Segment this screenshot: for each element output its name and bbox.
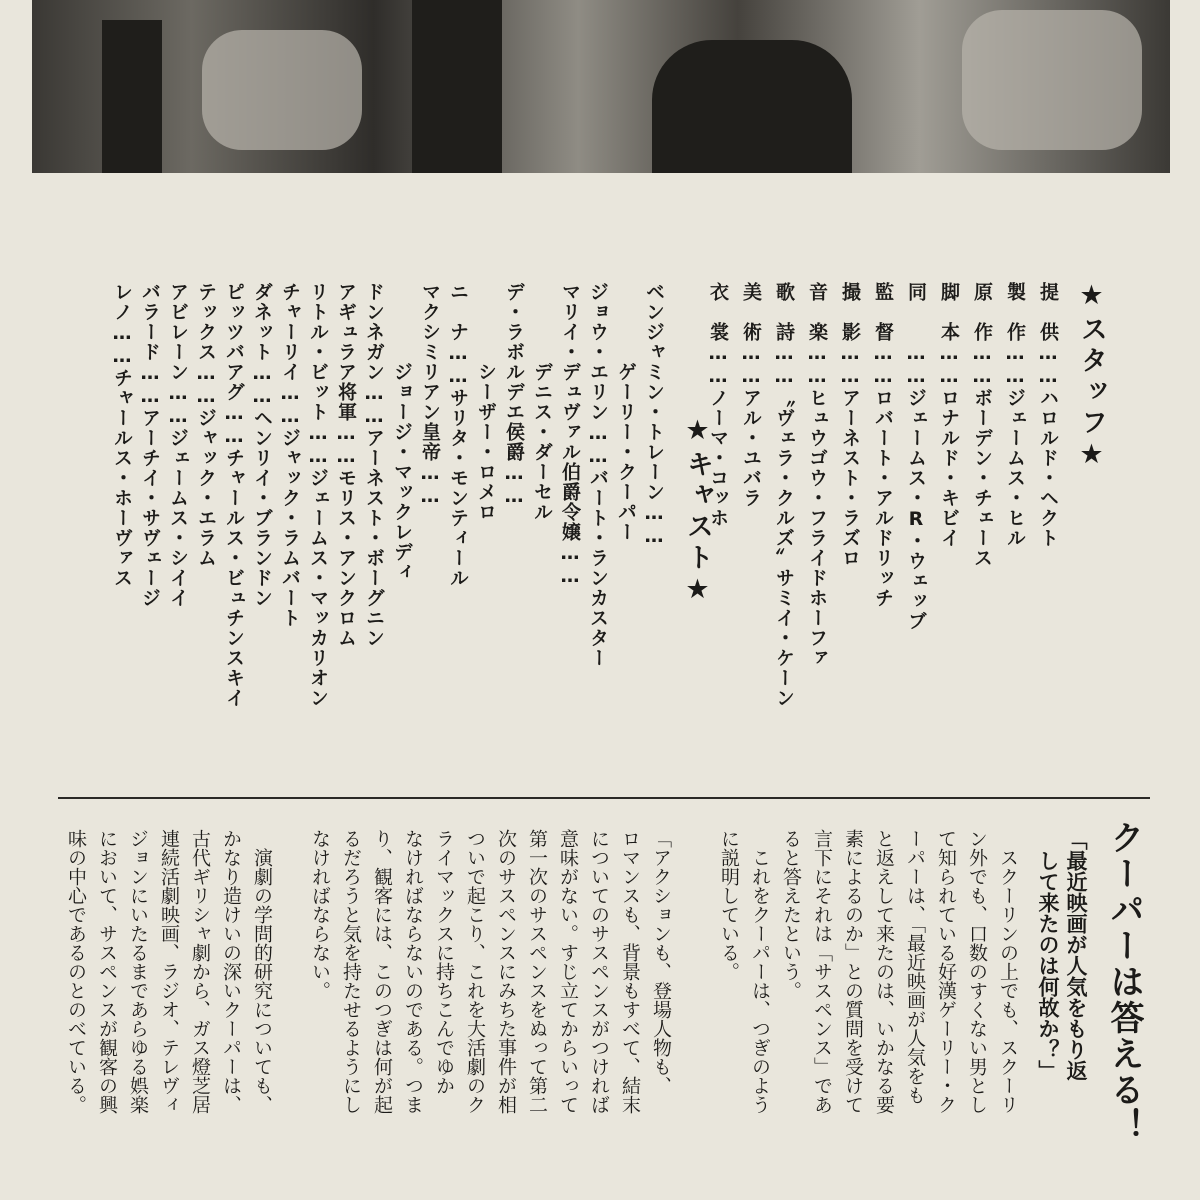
cast-line: ジョージ・マックレディ — [391, 282, 413, 582]
interview-line: ジョンにいたるまであらゆる娯楽 — [127, 829, 149, 1114]
staff-line: 衣 裳……ノーマ・コッホ — [707, 282, 729, 528]
interview-line: ると答えたという。 — [780, 829, 802, 1000]
cast-line: ピッツバアグ……チャールス・ビュチンスキイ — [223, 282, 245, 708]
staff-line: 美 術……アル・ユバラ — [740, 282, 762, 508]
cast-line: リトル・ビット……ジェームス・マッカリオン — [307, 282, 329, 708]
interview-line: て知られている好漢ゲーリー・ク — [935, 829, 957, 1114]
interview-subheading: して来たのは何故か？」 — [1036, 829, 1060, 1081]
interview-line: において、サスペンスが観客の興 — [96, 829, 118, 1114]
interview-line: ライマックスに持ちこんでゆか — [433, 829, 455, 1095]
interview-line: 意味がない。すじ立てからいって — [557, 829, 579, 1114]
interview-line: についてのサスペンスがつければ — [588, 829, 610, 1114]
interview-line: なければならないのである。つま — [402, 829, 424, 1114]
interview-line: 古代ギリシャ劇から、ガス燈芝居 — [189, 829, 211, 1114]
interview-line: かなり造けいの深いクーパーは、 — [220, 829, 242, 1114]
cast-line: ベンジャミン・トレーン…… — [643, 282, 665, 548]
interview-line: ン外でも、口数のすくない男とし — [966, 829, 988, 1114]
interview-line: これをクーパーは、つぎのよう — [749, 829, 771, 1114]
cast-line: デニス・ダーセル — [531, 282, 553, 522]
staff-line: 撮 影……アーネスト・ラズロ — [839, 282, 861, 568]
cast-line: ドンネガン……アーネスト・ボーグニン — [363, 282, 385, 648]
cast-line: マリイ・デュヴァル伯爵令嬢…… — [559, 282, 581, 588]
cast-line: アビレーン……ジェームス・シイイ — [167, 282, 189, 608]
cast-line: デ・ラボルデエ侯爵…… — [503, 282, 525, 508]
interview-line: ロマンスも、背景もすべて、結末 — [619, 829, 641, 1114]
interview-heading: クーパーは答える！ — [1104, 820, 1144, 1144]
interview-line: 連続活劇映画、ラジオ、テレヴィ — [158, 829, 180, 1114]
interview-line: と返えして来たのは、いかなる要 — [873, 829, 895, 1114]
interview-line: ーパーは、「最近映画が人気をも — [904, 829, 926, 1105]
interview-line: 「アクションも、登場人物も、 — [650, 829, 672, 1095]
staff-heading: ★スタッフ★ — [1076, 280, 1107, 474]
cast-line: レノ……チャールス・ホーヴァス — [111, 282, 133, 588]
cast-line: チャーリイ……ジャック・ラムバート — [279, 282, 301, 628]
cast-heading: ★キャスト★ — [682, 415, 713, 609]
cast-line: ダネット……ヘンリイ・ブランドン — [251, 282, 273, 608]
cast-line: シーザー・ロメロ — [475, 282, 497, 522]
staff-line: 歌 詩……〝ヴェラ・クルズ〟サミイ・ケーン — [773, 282, 795, 708]
staff-line: 脚 本……ロナルド・キビイ — [938, 282, 960, 548]
staff-line: 提 供……ハロルド・ヘクト — [1037, 282, 1059, 548]
cast-line: アギュラア将軍……モリス・アンクロム — [335, 282, 357, 648]
interview-line: るだろうと気を持たせるようにし — [340, 829, 362, 1114]
interview-line: 演劇の学問的研究についても、 — [251, 829, 273, 1114]
interview-line: 素によるのか」との質問を受けて — [842, 829, 864, 1114]
section-divider — [58, 797, 1150, 799]
cast-line: ゲーリー・クーパー — [615, 282, 637, 542]
staff-line: 音 楽……ヒュウゴウ・フライドホーファ — [806, 282, 828, 668]
interview-line: 言下にそれは「サスペンス」であ — [811, 829, 833, 1114]
interview-subheading: 「最近映画が人気をもり返 — [1064, 829, 1088, 1081]
interview-line: 味の中心であるのとのべている。 — [65, 829, 87, 1114]
staff-line: 製 作……ジェームス・ヒル — [1004, 282, 1026, 548]
cast-line: ニ ナ……サリタ・モンティール — [447, 282, 469, 588]
interview-line: ついで起こり、これを大活劇のク — [464, 829, 486, 1114]
interview-line: 次のサスペンスにみちた事件が相 — [495, 829, 517, 1114]
staff-line: 同 ……ジェームス・R・ウェッブ — [905, 282, 927, 631]
cast-line: バラード……アーチイ・サヴェージ — [139, 282, 161, 608]
interview-line: なければならない。 — [309, 829, 331, 1000]
film-still-photo — [32, 0, 1170, 173]
interview-line: スクーリンの上でも、スクーリ — [997, 829, 1019, 1114]
interview-line: り、観客には、このつぎは何が起 — [371, 829, 393, 1114]
staff-line: 監 督……ロバート・アルドリッチ — [872, 282, 894, 608]
staff-line: 原 作……ボーデン・チェース — [971, 282, 993, 568]
cast-line: ジョウ・エリン……バート・ランカスター — [587, 282, 609, 668]
cast-line: マクシミリアン皇帝…… — [419, 282, 441, 508]
interview-line: 第一次のサスペンスをぬって第二 — [526, 829, 548, 1114]
cast-line: テックス……ジャック・エラム — [195, 282, 217, 568]
interview-line: に説明している。 — [718, 829, 740, 981]
